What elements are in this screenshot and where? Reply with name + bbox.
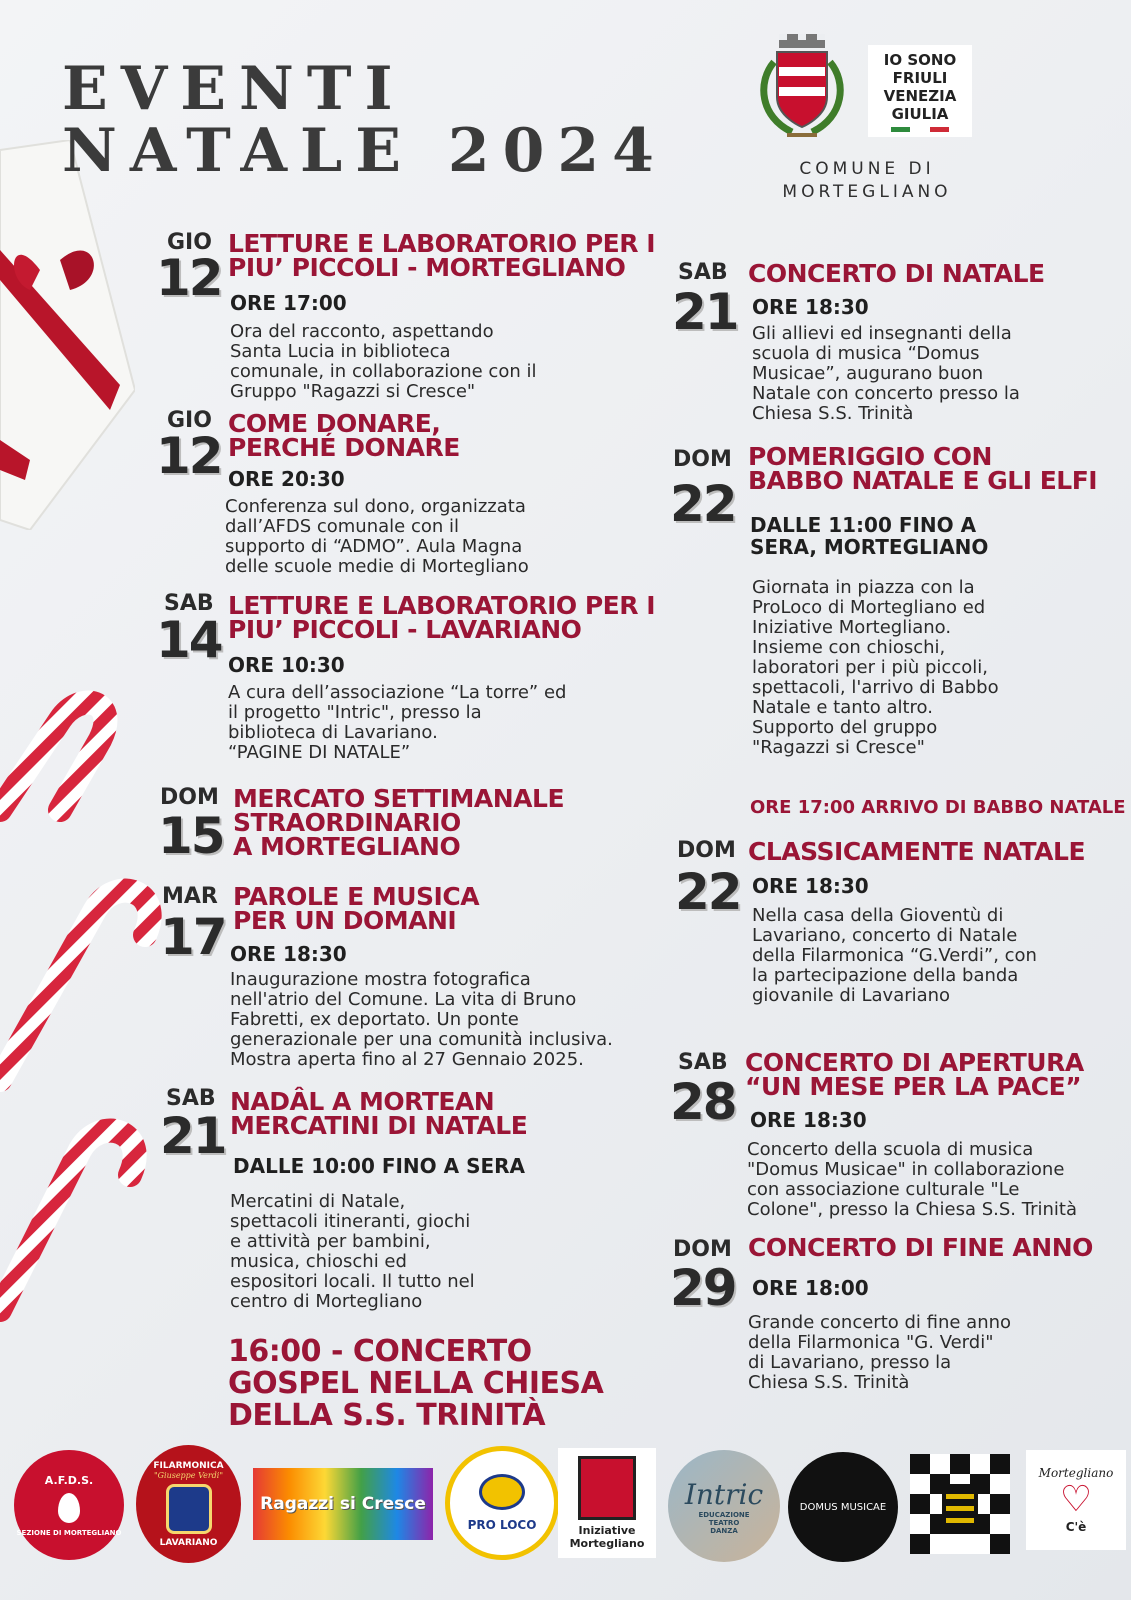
event-description <box>747 1140 1077 1220</box>
desc-line: biblioteca di Lavariano. <box>228 722 438 743</box>
pro-loco-logo <box>445 1446 559 1560</box>
desc-line: supporto di “ADMO”. Aula Magna <box>225 536 523 557</box>
event-title-line: PERCHÉ DONARE <box>228 433 460 462</box>
event-description <box>230 322 536 402</box>
fvg-line-3: VENEZIA <box>883 87 957 105</box>
afds-logo <box>14 1450 124 1560</box>
desc-line: con associazione culturale "Le <box>747 1179 1020 1200</box>
iniziative-logo-line-1: Iniziative <box>578 1524 636 1537</box>
event-date: 12 <box>156 427 222 485</box>
desc-line: dall’AFDS comunale con il <box>225 516 459 537</box>
event-title-line: CONCERTO DI NATALE <box>748 259 1045 288</box>
filarmonica-logo-line-1: FILARMONICA <box>153 1460 224 1471</box>
comune-crest-icon <box>752 32 852 147</box>
comune-line-2: MORTEGLIANO <box>782 182 952 202</box>
event-title-line: COME DONARE, <box>228 409 441 438</box>
highlight-line: GOSPEL NELLA CHIESA <box>228 1366 604 1401</box>
event-title <box>230 1087 528 1140</box>
desc-line: Mercatini di Natale, <box>230 1191 406 1212</box>
event-title <box>748 259 1045 288</box>
event-day: SAB <box>678 260 728 285</box>
sponsor-logos <box>0 1440 1131 1570</box>
desc-line: e attività per bambini, <box>230 1231 431 1252</box>
highlight-line: 16:00 - CONCERTO <box>228 1334 532 1369</box>
event-day: DOM <box>673 447 732 472</box>
page-title <box>62 54 667 186</box>
desc-line: spettacoli, l'arrivo di Babbo <box>752 677 999 698</box>
event-day: SAB <box>166 1086 216 1111</box>
desc-line: Mostra aperta fino al 27 Gennaio 2025. <box>230 1049 584 1070</box>
intric-logo-line-3: TEATRO <box>708 1518 740 1527</box>
event-date: 12 <box>156 249 222 307</box>
time-line: DALLE 11:00 FINO A <box>750 513 977 537</box>
desc-line: musica, chioschi ed <box>230 1251 407 1272</box>
intric-logo <box>668 1450 780 1562</box>
event-description <box>752 906 1037 1006</box>
event-title-line: MERCATO SETTIMANALE <box>233 784 565 813</box>
fvg-line-4: GIULIA <box>891 105 949 123</box>
event-description <box>230 1192 475 1312</box>
desc-line: Chiesa S.S. Trinità <box>752 403 914 424</box>
afds-logo-subtitle: SEZIONE DI MORTEGLIANO <box>16 1528 122 1537</box>
lyre-icon <box>166 1484 212 1534</box>
event-title-line: PIU’ PICCOLI - MORTEGLIANO <box>228 253 626 282</box>
candy-canes-decoration <box>0 660 170 1360</box>
event-time: ORE 17:00 <box>230 291 347 315</box>
event-day: DOM <box>160 785 219 810</box>
event-day: SAB <box>164 591 214 616</box>
event-day: DOM <box>677 838 736 863</box>
event-time: ORE 10:30 <box>228 653 345 677</box>
mortegliano-ce-logo <box>1026 1450 1126 1550</box>
event-title-line: CONCERTO DI FINE ANNO <box>748 1233 1093 1262</box>
desc-line: Supporto del gruppo <box>752 717 938 738</box>
desc-line: giovanile di Lavariano <box>752 985 951 1006</box>
event-title-line: MERCATINI DI NATALE <box>230 1111 528 1140</box>
desc-line: Gruppo "Ragazzi si Cresce" <box>230 381 476 402</box>
event-title <box>748 442 1098 495</box>
event-title-line: STRAORDINARIO <box>233 808 461 837</box>
event-title <box>748 837 1086 866</box>
comune-label <box>752 158 982 204</box>
event-title-line: CLASSICAMENTE NATALE <box>748 837 1086 866</box>
desc-line: laboratori per i più piccoli, <box>752 657 988 678</box>
event-time: ORE 18:30 <box>752 295 869 319</box>
event-date: 22 <box>675 863 741 921</box>
desc-line: Chiesa S.S. Trinità <box>748 1372 910 1393</box>
desc-line: Musicae”, augurano buon <box>752 363 984 384</box>
santa-arrival-note: ORE 17:00 ARRIVO DI BABBO NATALE <box>750 797 1126 818</box>
desc-line: Nella casa della Gioventù di <box>752 905 1004 926</box>
domus-logo-text: DOMUS MUSICAE <box>799 1501 887 1513</box>
comune-line-1: COMUNE DI <box>799 159 935 179</box>
event-title <box>233 882 480 935</box>
desc-line: Concerto della scuola di musica <box>747 1139 1034 1160</box>
desc-line: Ora del racconto, aspettando <box>230 321 494 342</box>
desc-line: Gli allievi ed insegnanti della <box>752 323 1012 344</box>
desc-line: ProLoco di Mortegliano ed <box>752 597 986 618</box>
desc-line: di Lavariano, presso la <box>748 1352 952 1373</box>
event-day: SAB <box>678 1050 728 1075</box>
intric-logo-line-4: DANZA <box>710 1526 738 1535</box>
event-date: 14 <box>156 611 222 669</box>
event-title <box>228 409 460 462</box>
checkered-tower-logo <box>910 1454 1010 1554</box>
ragazzi-logo-text: Ragazzi si Cresce <box>260 1494 426 1514</box>
desc-line: Natale con concerto presso la <box>752 383 1020 404</box>
desc-line: Inaugurazione mostra fotografica <box>230 969 531 990</box>
event-time: ORE 20:30 <box>228 467 345 491</box>
event-title <box>233 784 565 861</box>
desc-line: generazionale per una comunità inclusiva. <box>230 1029 613 1050</box>
desc-line: comunale, in collaborazione con il <box>230 361 537 382</box>
event-date: 29 <box>670 1259 736 1317</box>
time-line: SERA, MORTEGLIANO <box>750 535 989 559</box>
desc-line: “PAGINE DI NATALE” <box>228 742 411 763</box>
heart-icon: ♡ <box>1059 1479 1093 1520</box>
desc-line: scuola di musica “Domus <box>752 343 980 364</box>
intric-logo-line-2: EDUCAZIONE <box>698 1510 750 1519</box>
church-icon <box>578 1456 636 1520</box>
event-description <box>225 497 529 577</box>
gospel-concert-highlight <box>228 1336 603 1432</box>
desc-line: "Domus Musicae" in collaborazione <box>747 1159 1065 1180</box>
event-day: MAR <box>162 884 218 909</box>
desc-line: Natale e tanto altro. <box>752 697 933 718</box>
desc-line: della Filarmonica “G.Verdi”, con <box>752 945 1037 966</box>
event-description <box>752 578 999 758</box>
desc-line: nell'atrio del Comune. La vita di Bruno <box>230 989 577 1010</box>
desc-line: Lavariano, concerto di Natale <box>752 925 1018 946</box>
event-title <box>228 591 656 644</box>
bee-icon <box>479 1474 525 1510</box>
event-time: ORE 18:00 <box>752 1276 869 1300</box>
event-time: ORE 18:30 <box>752 874 869 898</box>
event-title-line: PER UN DOMANI <box>233 906 457 935</box>
event-title <box>745 1048 1084 1101</box>
desc-line: A cura dell’associazione “La torre” ed <box>228 682 567 703</box>
desc-line: della Filarmonica "G. Verdi" <box>748 1332 994 1353</box>
event-date: 21 <box>672 283 738 341</box>
intric-logo-title: Intric <box>684 1477 764 1511</box>
event-date: 15 <box>158 807 224 865</box>
event-title-line: NADÂL A MORTEAN <box>230 1087 495 1116</box>
desc-line: Santa Lucia in biblioteca <box>230 341 451 362</box>
event-title <box>228 229 656 282</box>
event-title-line: PAROLE E MUSICA <box>233 882 480 911</box>
event-title-line: CONCERTO DI APERTURA <box>745 1048 1084 1077</box>
ragazzi-si-cresce-logo <box>253 1468 433 1540</box>
event-date: 28 <box>670 1073 736 1131</box>
filarmonica-logo-line-2: "Giuseppe Verdi" <box>153 1470 224 1480</box>
event-time: DALLE 10:00 FINO A SERA <box>233 1154 526 1178</box>
desc-line: Giornata in piazza con la <box>752 577 975 598</box>
event-description <box>230 970 613 1070</box>
event-description <box>228 683 566 763</box>
iniziative-logo-line-2: Mortegliano <box>569 1537 645 1550</box>
mortegliano-ce-line-1: Mortegliano <box>1038 1466 1114 1480</box>
afds-logo-title: A.F.D.S. <box>44 1473 94 1487</box>
event-date: 22 <box>670 475 736 533</box>
event-title-line: PIU’ PICCOLI - LAVARIANO <box>228 615 582 644</box>
event-title-line: LETTURE E LABORATORIO PER I <box>228 229 656 258</box>
event-day: DOM <box>673 1237 732 1262</box>
pro-loco-logo-text: PRO LOCO <box>467 1518 537 1532</box>
desc-line: Grande concerto di fine anno <box>748 1312 1012 1333</box>
desc-line: la partecipazione della banda <box>752 965 1019 986</box>
desc-line: il progetto "Intric", presso la <box>228 702 482 723</box>
event-day: GIO <box>167 408 212 433</box>
event-description <box>748 1313 1011 1393</box>
italian-flag-icon <box>891 127 949 132</box>
event-date: 21 <box>160 1107 226 1165</box>
filarmonica-logo <box>136 1445 241 1563</box>
mortegliano-ce-line-2: C'è <box>1065 1520 1087 1534</box>
blood-drop-icon <box>58 1493 80 1523</box>
desc-line: Fabretti, ex deportato. Un ponte <box>230 1009 519 1030</box>
event-time: ORE 18:30 <box>230 942 347 966</box>
event-title-line: A MORTEGLIANO <box>233 832 461 861</box>
title-line-1: EVENTI <box>62 54 406 124</box>
desc-line: Colone", presso la Chiesa S.S. Trinità <box>747 1199 1077 1220</box>
event-title-line: BABBO NATALE E GLI ELFI <box>748 466 1098 495</box>
desc-line: delle scuole medie di Mortegliano <box>225 556 529 577</box>
desc-line: espositori locali. Il tutto nel <box>230 1271 475 1292</box>
event-time <box>750 514 988 558</box>
title-line-2: NATALE 2024 <box>62 116 667 186</box>
event-description <box>752 324 1020 424</box>
desc-line: "Ragazzi si Cresce" <box>752 737 925 758</box>
event-date: 17 <box>160 908 226 966</box>
event-time: ORE 18:30 <box>750 1108 867 1132</box>
event-title-line: LETTURE E LABORATORIO PER I <box>228 591 656 620</box>
desc-line: Insieme con chioschi, <box>752 637 946 658</box>
fvg-badge <box>868 45 972 137</box>
event-day: GIO <box>167 230 212 255</box>
event-title-line: POMERIGGIO CON <box>748 442 992 471</box>
filarmonica-logo-line-3: LAVARIANO <box>159 1537 218 1548</box>
highlight-line: DELLA S.S. TRINITÀ <box>228 1398 546 1433</box>
gift-box-decoration <box>0 140 135 530</box>
iniziative-mortegliano-logo <box>558 1448 656 1558</box>
fvg-line-1: IO SONO <box>883 51 957 69</box>
event-title-line: “UN MESE PER LA PACE” <box>745 1072 1082 1101</box>
event-title <box>748 1233 1093 1262</box>
domus-musicae-logo <box>788 1452 898 1562</box>
desc-line: Iniziative Mortegliano. <box>752 617 952 638</box>
fvg-line-2: FRIULI <box>892 69 948 87</box>
desc-line: spettacoli itineranti, giochi <box>230 1211 471 1232</box>
desc-line: centro di Mortegliano <box>230 1291 423 1312</box>
desc-line: Conferenza sul dono, organizzata <box>225 496 526 517</box>
